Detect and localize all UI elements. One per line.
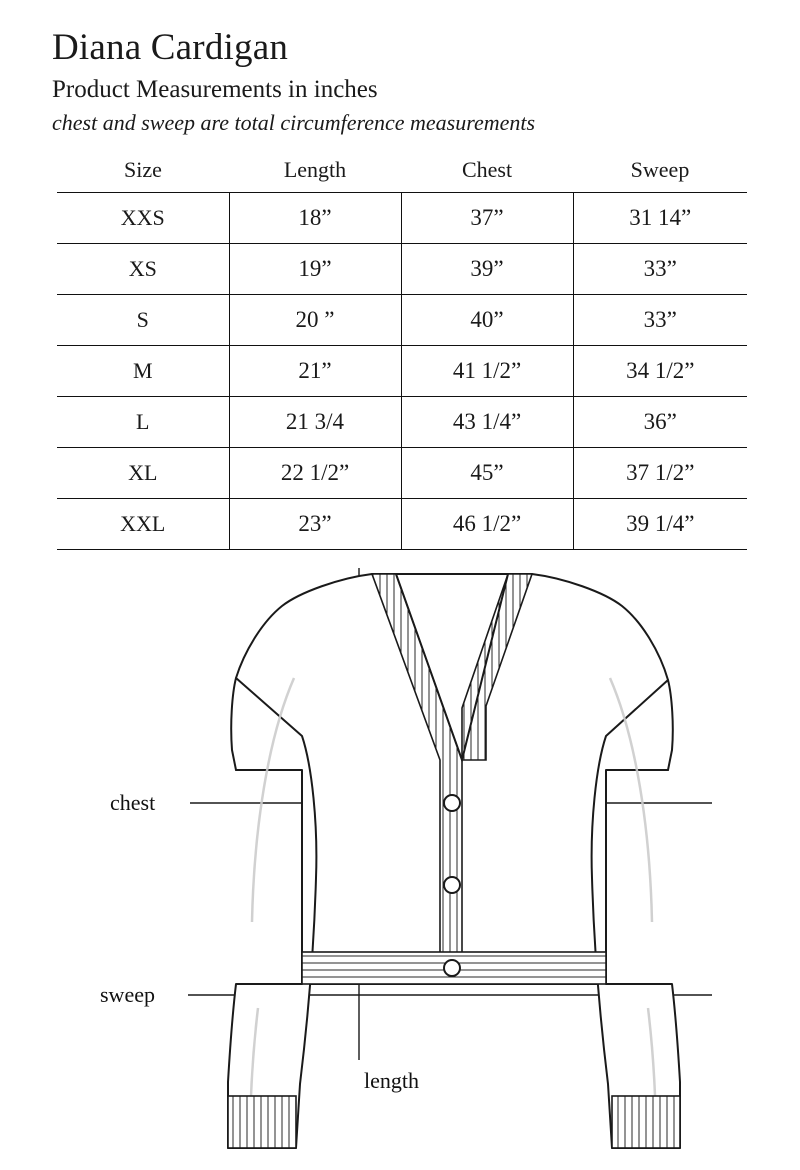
cell-chest: 39” bbox=[401, 244, 573, 295]
column-header-size: Size bbox=[124, 157, 162, 182]
sweep-label: sweep bbox=[100, 982, 155, 1007]
left-cuff bbox=[228, 1096, 296, 1148]
cell-chest: 43 1/4” bbox=[401, 397, 573, 448]
cell-sweep: 34 1/2” bbox=[573, 346, 747, 397]
button bbox=[444, 877, 460, 893]
page-title: Diana Cardigan bbox=[52, 27, 289, 68]
table-row bbox=[57, 244, 747, 295]
cell-sweep: 33” bbox=[573, 244, 747, 295]
length-label: length bbox=[364, 1068, 419, 1093]
cell-sweep: 37 1/2” bbox=[573, 448, 747, 499]
cell-chest: 40” bbox=[401, 295, 573, 346]
cell-size: S bbox=[57, 295, 229, 346]
cell-chest: 41 1/2” bbox=[401, 346, 573, 397]
cell-size: XL bbox=[57, 448, 229, 499]
table-row bbox=[57, 397, 747, 448]
button bbox=[444, 795, 460, 811]
cell-chest: 45” bbox=[401, 448, 573, 499]
table-row bbox=[57, 193, 747, 244]
cell-length: 19” bbox=[229, 244, 401, 295]
cell-chest: 46 1/2” bbox=[401, 499, 573, 550]
button bbox=[444, 960, 460, 976]
page-subtitle: Product Measurements in inches bbox=[52, 76, 378, 103]
cell-size: M bbox=[57, 346, 229, 397]
table-header-row bbox=[57, 154, 747, 193]
cell-length: 20 ” bbox=[229, 295, 401, 346]
document-header bbox=[0, 0, 800, 138]
cell-size: XS bbox=[57, 244, 229, 295]
column-header-chest: Chest bbox=[461, 157, 513, 182]
cell-sweep: 33” bbox=[573, 295, 747, 346]
cell-length: 18” bbox=[229, 193, 401, 244]
size-measurements-table bbox=[57, 154, 747, 550]
cell-length: 23” bbox=[229, 499, 401, 550]
cell-size: XXS bbox=[57, 193, 229, 244]
cell-sweep: 31 14” bbox=[573, 193, 747, 244]
right-cuff bbox=[612, 1096, 680, 1148]
table-row bbox=[57, 295, 747, 346]
cell-length: 22 1/2” bbox=[229, 448, 401, 499]
measurement-note: chest and sweep are total circumference measurements bbox=[52, 110, 536, 135]
chest-label: chest bbox=[110, 790, 156, 815]
cell-size: XXL bbox=[57, 499, 229, 550]
table-row bbox=[57, 346, 747, 397]
cell-length: 21 3/4 bbox=[229, 397, 401, 448]
column-header-sweep: Sweep bbox=[630, 157, 690, 182]
table-row bbox=[57, 448, 747, 499]
column-header-length: Length bbox=[283, 157, 347, 182]
cell-sweep: 39 1/4” bbox=[573, 499, 747, 550]
cell-chest: 37” bbox=[401, 193, 573, 244]
cell-sweep: 36” bbox=[573, 397, 747, 448]
cell-size: L bbox=[57, 397, 229, 448]
cell-length: 21” bbox=[229, 346, 401, 397]
cuff-rib bbox=[228, 1096, 680, 1148]
cardigan-technical-drawing bbox=[0, 548, 800, 1170]
right-sleeve bbox=[592, 680, 680, 1148]
table-row bbox=[57, 499, 747, 550]
